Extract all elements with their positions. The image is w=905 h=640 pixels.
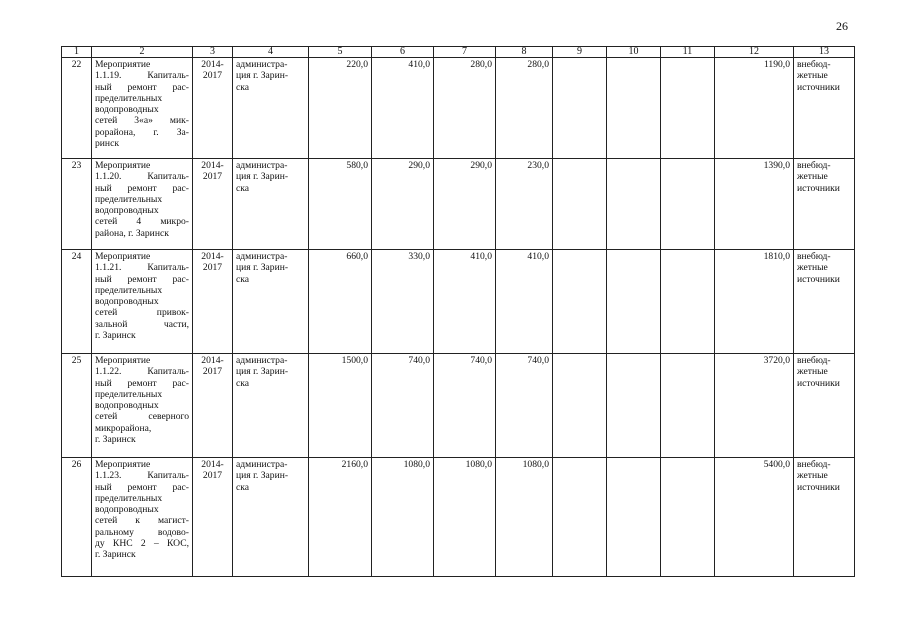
total-cell: 5400,0 xyxy=(715,458,794,577)
column-number: 11 xyxy=(661,47,715,58)
value-cell xyxy=(607,354,661,458)
row-number-cell: 25 xyxy=(62,354,92,458)
cell-line: источники xyxy=(797,481,840,493)
executor-cell xyxy=(233,354,309,458)
cell-line: 2014- xyxy=(201,459,224,470)
funding-source-cell xyxy=(794,458,855,577)
cell-line: сетей к магист- xyxy=(95,515,189,527)
table-row xyxy=(62,250,855,354)
cell-line: Мероприятие xyxy=(95,59,151,70)
cell-line: жетные xyxy=(797,366,828,378)
period-cell xyxy=(193,58,233,159)
period-cell xyxy=(193,250,233,354)
measure-name-cell xyxy=(92,354,193,458)
value-cell: 410,0 xyxy=(496,250,553,354)
cell-line: 2014- xyxy=(201,251,224,262)
total-cell: 3720,0 xyxy=(715,354,794,458)
cell-line: администра- xyxy=(236,160,288,171)
column-number-row xyxy=(62,47,855,58)
cell-line: 2017 xyxy=(202,470,223,482)
cell-line: ска xyxy=(236,182,250,194)
executor-cell xyxy=(233,458,309,577)
cell-line: водопроводных xyxy=(95,205,159,217)
value-cell: 740,0 xyxy=(434,354,496,458)
cell-line: пределительных xyxy=(95,193,163,205)
row-number-cell: 22 xyxy=(62,58,92,159)
cell-line: Мероприятие xyxy=(95,251,151,262)
cell-line: 1.1.22. Капиталь- xyxy=(95,366,189,378)
funding-source-cell xyxy=(794,250,855,354)
cell-line: ция г. Зарин- xyxy=(236,470,289,482)
value-cell xyxy=(607,159,661,250)
cell-line: ный ремонт рас- xyxy=(95,273,189,285)
value-cell: 280,0 xyxy=(434,58,496,159)
cell-line: г. Заринск xyxy=(95,434,136,446)
cell-line: источники xyxy=(797,182,840,194)
cell-line: 1.1.20. Капиталь- xyxy=(95,171,189,183)
executor-cell xyxy=(233,250,309,354)
measure-name-cell xyxy=(92,458,193,577)
cell-line: рорайона, г. За- xyxy=(95,126,189,138)
table-row xyxy=(62,354,855,458)
cell-line: 2014- xyxy=(201,355,224,366)
row-number-cell: 26 xyxy=(62,458,92,577)
value-cell: 1080,0 xyxy=(496,458,553,577)
column-number: 1 xyxy=(62,47,92,58)
column-number: 3 xyxy=(193,47,233,58)
value-cell: 580,0 xyxy=(309,159,372,250)
cell-line: внебюд- xyxy=(797,459,831,470)
cell-line: водопроводных xyxy=(95,400,159,412)
column-number: 6 xyxy=(372,47,434,58)
value-cell xyxy=(553,250,607,354)
cell-line: района, г. Заринск xyxy=(95,227,169,239)
cell-line: пределительных xyxy=(95,388,163,400)
cell-line: жетные xyxy=(797,470,828,482)
value-cell: 1080,0 xyxy=(434,458,496,577)
column-number: 9 xyxy=(553,47,607,58)
cell-line: администра- xyxy=(236,251,288,262)
value-cell: 660,0 xyxy=(309,250,372,354)
value-cell: 230,0 xyxy=(496,159,553,250)
value-cell: 740,0 xyxy=(372,354,434,458)
cell-line: зальной части, xyxy=(95,318,189,330)
table-row xyxy=(62,159,855,250)
cell-line: администра- xyxy=(236,355,288,366)
cell-line: пределительных xyxy=(95,492,163,504)
cell-line: водопроводных xyxy=(95,104,159,116)
table-row xyxy=(62,58,855,159)
cell-line: 1.1.21. Капиталь- xyxy=(95,262,189,274)
measure-name-cell xyxy=(92,250,193,354)
cell-line: Мероприятие xyxy=(95,355,151,366)
cell-line: ный ремонт рас- xyxy=(95,182,189,194)
total-cell: 1810,0 xyxy=(715,250,794,354)
cell-line: Мероприятие xyxy=(95,160,151,171)
cell-line: ринск xyxy=(95,138,119,150)
cell-line: 2017 xyxy=(202,262,223,274)
value-cell xyxy=(661,159,715,250)
funding-source-cell xyxy=(794,159,855,250)
measure-name-cell xyxy=(92,159,193,250)
cell-line: ска xyxy=(236,377,250,389)
cell-line: жетные xyxy=(797,70,828,82)
value-cell xyxy=(553,458,607,577)
value-cell xyxy=(661,354,715,458)
cell-line: ция г. Зарин- xyxy=(236,70,289,82)
cell-line: ду КНС 2 – КОС, xyxy=(95,538,189,550)
cell-line: жетные xyxy=(797,262,828,274)
value-cell xyxy=(553,354,607,458)
cell-line: ный ремонт рас- xyxy=(95,481,189,493)
cell-line: ска xyxy=(236,273,250,285)
cell-line: ный ремонт рас- xyxy=(95,377,189,389)
column-number: 4 xyxy=(233,47,309,58)
cell-line: 1.1.23. Капиталь- xyxy=(95,470,189,482)
cell-line: жетные xyxy=(797,171,828,183)
row-number-cell: 23 xyxy=(62,159,92,250)
total-cell: 1190,0 xyxy=(715,58,794,159)
funding-source-cell xyxy=(794,354,855,458)
total-cell: 1390,0 xyxy=(715,159,794,250)
value-cell: 740,0 xyxy=(496,354,553,458)
period-cell xyxy=(193,458,233,577)
cell-line: водопроводных xyxy=(95,296,159,308)
cell-line: ный ремонт рас- xyxy=(95,81,189,93)
funding-source-cell xyxy=(794,58,855,159)
value-cell xyxy=(607,58,661,159)
value-cell xyxy=(553,159,607,250)
table-row xyxy=(62,458,855,577)
cell-line: ция г. Зарин- xyxy=(236,171,289,183)
cell-line: 2017 xyxy=(202,70,223,82)
value-cell: 1500,0 xyxy=(309,354,372,458)
cell-line: сетей 3«а» мик- xyxy=(95,115,189,127)
cell-line: пределительных xyxy=(95,284,163,296)
cell-line: водопроводных xyxy=(95,504,159,516)
value-cell: 220,0 xyxy=(309,58,372,159)
column-number: 7 xyxy=(434,47,496,58)
cell-line: ска xyxy=(236,481,250,493)
cell-line: администра- xyxy=(236,459,288,470)
cell-line: ска xyxy=(236,81,250,93)
cell-line: 2017 xyxy=(202,171,223,183)
cell-line: источники xyxy=(797,377,840,389)
cell-line: сетей северного xyxy=(95,411,189,423)
row-number-cell: 24 xyxy=(62,250,92,354)
cell-line: пределительных xyxy=(95,92,163,104)
cell-line: 2014- xyxy=(201,59,224,70)
executor-cell xyxy=(233,159,309,250)
cell-line: 2017 xyxy=(202,366,223,378)
period-cell xyxy=(193,354,233,458)
column-number: 13 xyxy=(794,47,855,58)
cell-line: г. Заринск xyxy=(95,330,136,342)
value-cell xyxy=(661,458,715,577)
cell-line: источники xyxy=(797,81,840,93)
cell-line: микрорайона, xyxy=(95,422,152,434)
cell-line: Мероприятие xyxy=(95,459,151,470)
value-cell: 290,0 xyxy=(434,159,496,250)
value-cell xyxy=(607,458,661,577)
value-cell: 290,0 xyxy=(372,159,434,250)
value-cell: 330,0 xyxy=(372,250,434,354)
program-measures-table xyxy=(61,46,855,577)
value-cell xyxy=(661,58,715,159)
column-number: 2 xyxy=(92,47,193,58)
column-number: 5 xyxy=(309,47,372,58)
cell-line: ральному водово- xyxy=(95,526,189,538)
cell-line: внебюд- xyxy=(797,59,831,70)
column-number: 8 xyxy=(496,47,553,58)
cell-line: сетей привок- xyxy=(95,307,189,319)
value-cell xyxy=(661,250,715,354)
column-number: 12 xyxy=(715,47,794,58)
cell-line: источники xyxy=(797,273,840,285)
value-cell xyxy=(553,58,607,159)
value-cell: 280,0 xyxy=(496,58,553,159)
value-cell: 410,0 xyxy=(434,250,496,354)
cell-line: ция г. Зарин- xyxy=(236,262,289,274)
value-cell: 2160,0 xyxy=(309,458,372,577)
cell-line: ция г. Зарин- xyxy=(236,366,289,378)
column-number: 10 xyxy=(607,47,661,58)
value-cell: 410,0 xyxy=(372,58,434,159)
value-cell xyxy=(607,250,661,354)
cell-line: г. Заринск xyxy=(95,549,136,561)
measure-name-cell xyxy=(92,58,193,159)
cell-line: 2014- xyxy=(201,160,224,171)
cell-line: администра- xyxy=(236,59,288,70)
cell-line: внебюд- xyxy=(797,355,831,366)
cell-line: внебюд- xyxy=(797,160,831,171)
cell-line: внебюд- xyxy=(797,251,831,262)
period-cell xyxy=(193,159,233,250)
page-number: 26 xyxy=(836,19,848,33)
cell-line: 1.1.19. Капиталь- xyxy=(95,70,189,82)
executor-cell xyxy=(233,58,309,159)
value-cell: 1080,0 xyxy=(372,458,434,577)
cell-line: сетей 4 микро- xyxy=(95,216,189,228)
